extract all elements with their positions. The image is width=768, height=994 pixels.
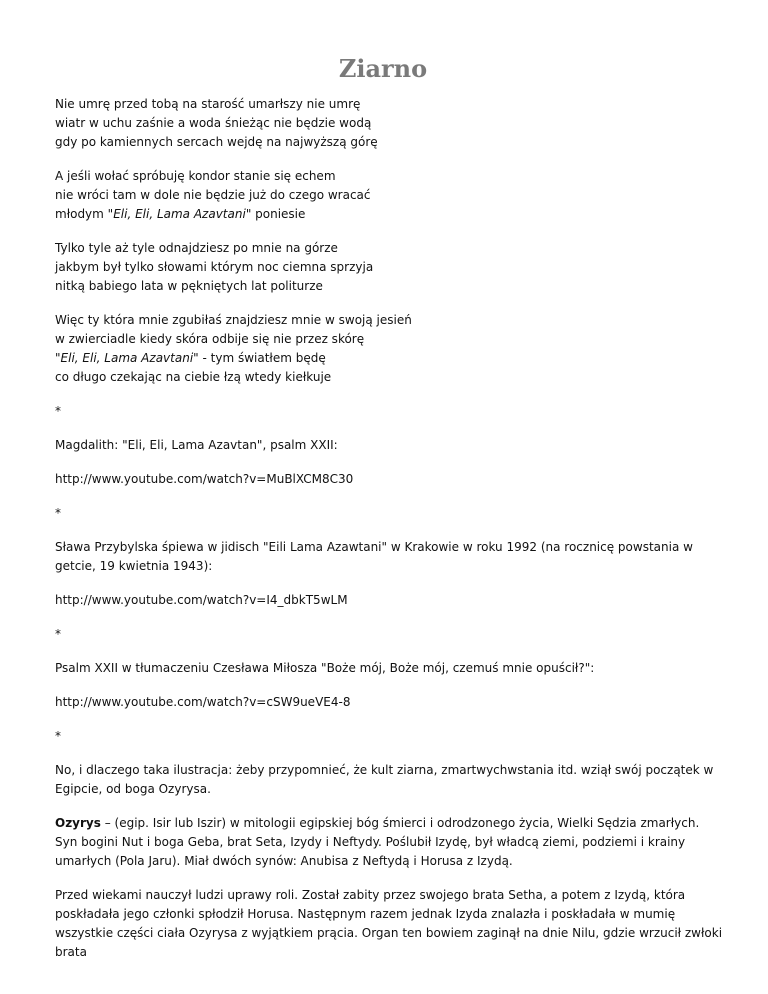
ozyrys-definition: – (egip. Isir lub Iszir) w mitologii egipskiej bóg śmierci i odrodzonego życia, Wielki Sędzia zmarłych. Syn bogini Nut i boga Geba, brat Seta, Izydy i Neftydy. Poślubił Izydę, był władcą ziemi, podziemi i krainy umarłych (Pola Jaru). Miał dwóch synów: Anubisa z Neftydą i Horusa z Izydą. (55, 816, 700, 868)
note-illustration: No, i dlaczego taka ilustracja: żeby przypomnieć, że kult ziarna, zmartwychwstania itd. wziął swój początek w Egipcie, od boga Ozyrysa. (55, 763, 714, 796)
poem-line: Tylko tyle aż tyle odnajdziesz po mnie na górze (55, 241, 338, 255)
note-ozyrys (55, 814, 725, 871)
poem-line: A jeśli wołać spróbuję kondor stanie się echem (55, 169, 336, 183)
poem-line: Więc ty która mnie zgubiłaś znajdziesz mnie w swoją jesień (55, 313, 412, 327)
document-body (55, 95, 725, 977)
poem-stanza-3 (55, 239, 725, 296)
youtube-link-2[interactable]: http://www.youtube.com/watch?v=I4_dbkT5wLM (55, 593, 348, 607)
note-magdalith: Magdalith: "Eli, Eli, Lama Azavtan", psalm XXII: (55, 438, 338, 452)
separator: * (55, 627, 61, 641)
poem-line: nie wróci tam w dole nie będzie już do czego wracać (55, 188, 371, 202)
poem-line: wiatr w uchu zaśnie a woda śnieżąc nie będzie wodą (55, 116, 372, 130)
poem-stanza-1 (55, 95, 725, 152)
poem-text: młodym " (55, 207, 114, 221)
link-container (55, 591, 725, 610)
link-container (55, 470, 725, 489)
poem-stanza-2 (55, 167, 725, 224)
note-psalm: Psalm XXII w tłumaczeniu Czesława Miłosza "Boże mój, Boże mój, czemuś mnie opuścił?": (55, 661, 595, 675)
poem-emphasis: Eli, Eli, Lama Azavtani (60, 351, 194, 365)
youtube-link-1[interactable]: http://www.youtube.com/watch?v=MuBlXCM8C30 (55, 472, 354, 486)
note-history: Przed wiekami nauczył ludzi uprawy roli. Został zabity przez swojego brata Setha, a potem z Izydą, która poskładała jego członki spłodził Horusa. Następnym razem jednak Izyda znalazła i poskładała w mumię wszystkie części ciała Ozyrysa z wyjątkiem prącia. Organ ten bowiem zaginął na dnie Nilu, gdzie wrzucił zwłoki brata (55, 888, 723, 959)
separator: * (55, 729, 61, 743)
term-ozyrys: Ozyrys (55, 816, 101, 830)
separator: * (55, 506, 61, 520)
poem-text: " - tym światłem będę (193, 351, 326, 365)
link-container (55, 693, 725, 712)
poem-line: Nie umrę przed tobą na starość umarłszy nie umrę (55, 97, 361, 111)
poem-line: gdy po kamiennych sercach wejdę na najwyższą górę (55, 135, 378, 149)
poem-text: " poniesie (245, 207, 306, 221)
poem-line: jakbym był tylko słowami którym noc ciemna sprzyja (55, 260, 374, 274)
page-title: Ziarno (338, 54, 428, 83)
separator: * (55, 404, 61, 418)
poem-line: co długo czekając na ciebie łzą wtedy kiełkuje (55, 370, 332, 384)
poem-line (55, 349, 725, 368)
poem-line (55, 205, 725, 224)
poem-stanza-4 (55, 311, 725, 387)
poem-line: nitką babiego lata w pękniętych lat politurze (55, 279, 323, 293)
poem-line: w zwierciadle kiedy skóra odbije się nie przez skórę (55, 332, 365, 346)
youtube-link-3[interactable]: http://www.youtube.com/watch?v=cSW9ueVE4-8 (55, 695, 351, 709)
poem-text: " (55, 351, 61, 365)
note-przybylska: Sława Przybylska śpiewa w jidisch "Eili Lama Azawtani" w Krakowie w roku 1992 (na rocznicę powstania w getcie, 19 kwietnia 1943): (55, 540, 693, 573)
poem-emphasis: Eli, Eli, Lama Azavtani (113, 207, 246, 221)
